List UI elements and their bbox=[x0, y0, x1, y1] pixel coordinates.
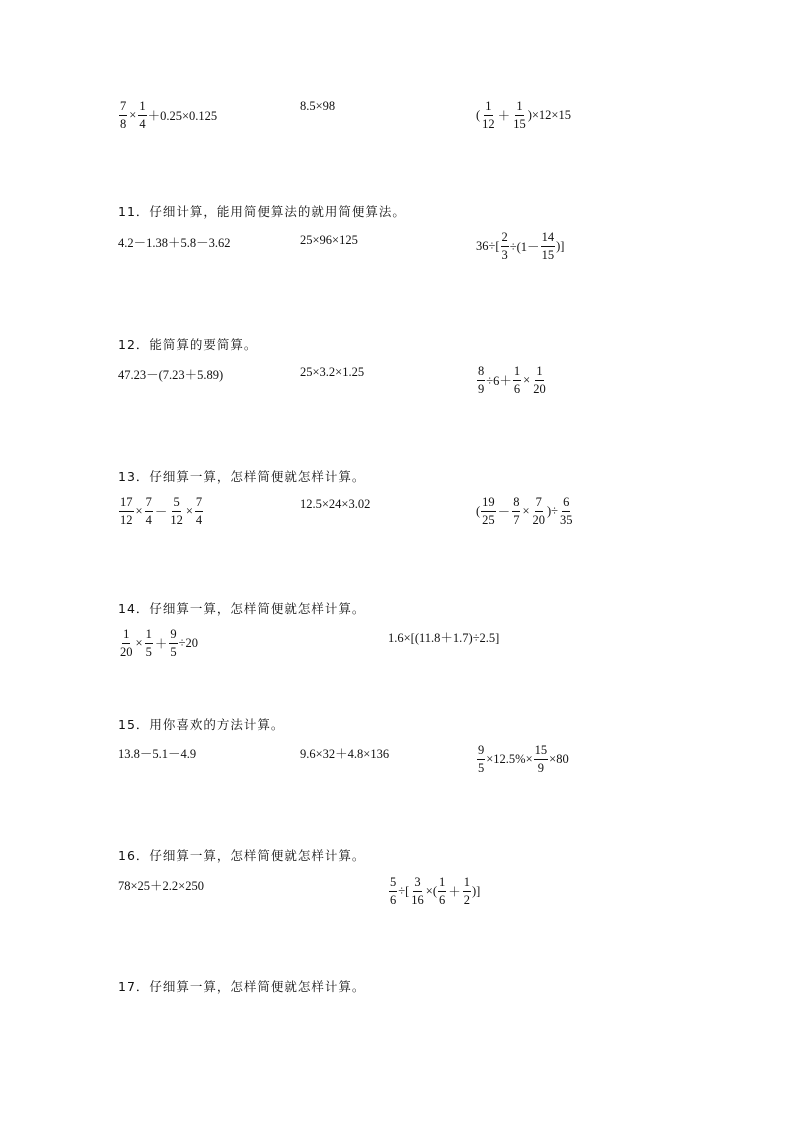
fraction: $\frac{17}{12}$ bbox=[120, 495, 133, 527]
expression-p13c: ( $\frac{19}{25}$ － $\frac{8}{7}$ × $\frac{7}{20}$ )÷ $\frac{6}{35}$ bbox=[476, 495, 573, 527]
fraction: $\frac{2}{3}$ bbox=[501, 230, 508, 262]
expression-p15c: $\frac{9}{5}$ ×12.5%× $\frac{15}{9}$ ×80 bbox=[478, 743, 569, 775]
fraction: $\frac{1}{20}$ bbox=[120, 627, 133, 659]
fraction: $\frac{1}{6}$ bbox=[439, 875, 446, 907]
fraction: $\frac{7}{4}$ bbox=[145, 495, 152, 527]
fraction: $\frac{19}{25}$ bbox=[482, 495, 495, 527]
fraction: $\frac{3}{16}$ bbox=[411, 875, 424, 907]
fraction: $\frac{1}{2}$ bbox=[463, 875, 471, 907]
fraction: $\frac{15}{9}$ bbox=[534, 743, 548, 775]
expression-p11a: 4.2－1.38＋5.8－3.62 bbox=[118, 236, 231, 250]
problem-17-heading: 17．仔细算一算，怎样简便就怎样计算。 bbox=[118, 979, 366, 994]
fraction: $\frac{1}{12}$ bbox=[482, 99, 495, 131]
expression-p14a: $\frac{1}{20}$ × $\frac{1}{5}$ ＋ $\frac{9}{5}$ ÷20 bbox=[120, 627, 198, 659]
expression-p10b: 8.5×98 bbox=[300, 99, 336, 113]
fraction: $\frac{5}{6}$ bbox=[390, 875, 397, 907]
fraction: $\frac{8}{9}$ bbox=[478, 364, 485, 396]
expression-p13a: $\frac{17}{12}$ × $\frac{7}{4}$ － $\frac{5}{12}$ × $\frac{7}{4}$ bbox=[120, 495, 203, 527]
fraction: $\frac{5}{12}$ bbox=[170, 495, 183, 527]
fraction: $\frac{1}{20}$ bbox=[533, 364, 546, 396]
fraction: $\frac{9}{5}$ bbox=[478, 743, 485, 775]
fraction: $\frac{6}{35}$ bbox=[560, 495, 573, 527]
fraction: $\frac{1}{5}$ bbox=[145, 627, 152, 659]
expression-p11b: 25×96×125 bbox=[300, 233, 358, 247]
expression-p10c: ( $\frac{1}{12}$ ＋ $\frac{1}{15}$ )×12×15 bbox=[476, 99, 571, 131]
problem-13-heading: 13．仔细算一算，怎样简便就怎样计算。 bbox=[118, 469, 366, 484]
expression-p11c: 36÷[ $\frac{2}{3}$ ÷(1－ $\frac{14}{15}$ )] bbox=[476, 230, 565, 262]
fraction: $\frac{7}{4}$ bbox=[195, 495, 203, 527]
expression-p16a: 78×25＋2.2×250 bbox=[118, 879, 204, 893]
fraction: $\frac{1}{15}$ bbox=[513, 99, 526, 131]
fraction: $\frac{8}{7}$ bbox=[513, 495, 520, 527]
expression-p10a: $\frac{7}{8}$ × $\frac{1}{4}$ ＋0.25×0.125 bbox=[120, 99, 218, 131]
problem-15-heading: 15．用你喜欢的方法计算。 bbox=[118, 717, 285, 732]
expression-p16b: $\frac{5}{6}$ ÷[ $\frac{3}{16}$ ×( $\frac{1}{6}$ ＋ $\frac{1}{2}$ )] bbox=[390, 875, 481, 907]
fraction: $\frac{1}{4}$ bbox=[139, 99, 146, 131]
fraction: $\frac{9}{5}$ bbox=[170, 627, 177, 659]
fraction: $\frac{7}{8}$ bbox=[120, 99, 127, 131]
expression-p12b: 25×3.2×1.25 bbox=[300, 365, 365, 379]
expression-p13b: 12.5×24×3.02 bbox=[300, 497, 371, 511]
problem-12-heading: 12．能简算的要简算。 bbox=[118, 337, 258, 352]
problem-11-heading: 11．仔细计算，能用简便算法的就用简便算法。 bbox=[118, 204, 406, 219]
expression-p15a: 13.8－5.1－4.9 bbox=[118, 747, 197, 761]
fraction: $\frac{7}{20}$ bbox=[532, 495, 545, 527]
expression-p12a: 47.23－(7.23＋5.89) bbox=[118, 368, 224, 382]
problem-16-heading: 16．仔细算一算，怎样简便就怎样计算。 bbox=[118, 848, 366, 863]
fraction: $\frac{14}{15}$ bbox=[541, 230, 555, 262]
expression-p12c: $\frac{8}{9}$ ÷6＋ $\frac{1}{6}$ × $\frac{1}{20}$ bbox=[478, 364, 546, 396]
fraction: $\frac{1}{6}$ bbox=[513, 364, 521, 396]
expression-p14b: 1.6×[(11.8＋1.7)÷2.5] bbox=[388, 631, 500, 645]
problem-14-heading: 14．仔细算一算，怎样简便就怎样计算。 bbox=[118, 601, 366, 616]
expression-p15b: 9.6×32＋4.8×136 bbox=[300, 747, 390, 761]
